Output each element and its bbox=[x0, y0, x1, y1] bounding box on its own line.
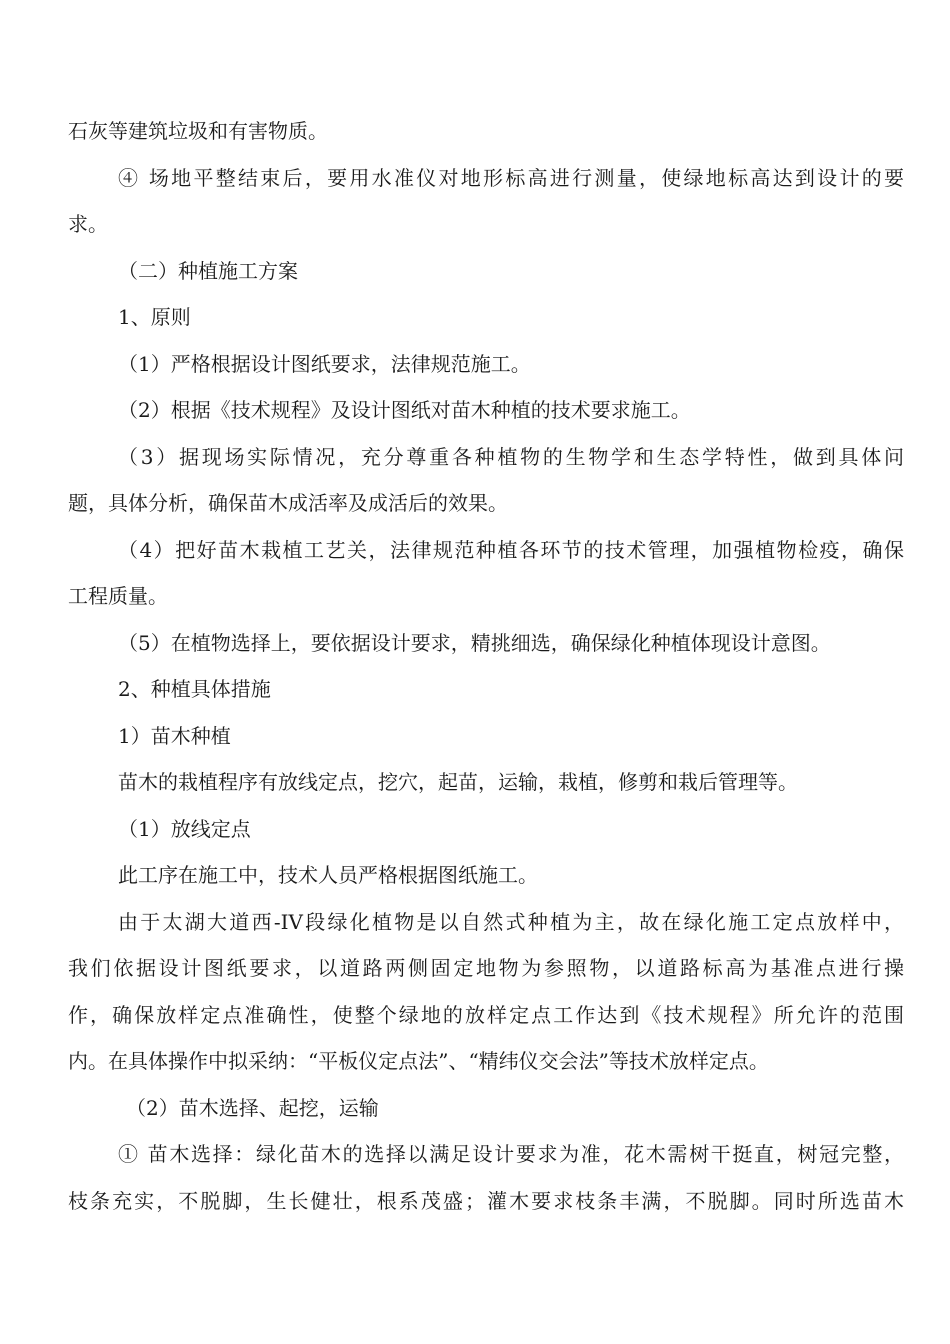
list-item: （1）严格根据设计图纸要求，法律规范施工。 bbox=[118, 351, 531, 376]
paragraph-line: 作，确保放样定点准确性，使整个绿地的放样定点工作达到《技术规程》所允许的范围 bbox=[68, 1002, 904, 1027]
paragraph-line: 题，具体分析，确保苗木成活率及成活后的效果。 bbox=[68, 491, 508, 515]
subsection-heading: 1、原则 bbox=[118, 305, 191, 329]
paragraph-line: 石灰等建筑垃圾和有害物质。 bbox=[68, 119, 328, 143]
subsection-heading: 1）苗木种植 bbox=[118, 723, 231, 748]
subsection-heading: 2、种植具体措施 bbox=[118, 677, 271, 701]
list-item: （4）把好苗木栽植工艺关，法律规范种植各环节的技术管理，加强植物检疫，确保 bbox=[118, 537, 904, 562]
paragraph-line: 由于太湖大道西-IV段绿化植物是以自然式种植为主，故在绿化施工定点放样中， bbox=[118, 909, 904, 934]
subsection-heading: （1）放线定点 bbox=[118, 816, 251, 841]
list-item: （3）据现场实际情况，充分尊重各种植物的生物学和生态学特性，做到具体问 bbox=[118, 444, 904, 469]
paragraph-line: 枝条充实，不脱脚，生长健壮，根系茂盛；灌木要求枝条丰满，不脱脚。同时所选苗木 bbox=[68, 1188, 904, 1213]
subsection-heading: （2）苗木选择、起挖，运输 bbox=[126, 1095, 379, 1120]
paragraph-line: ① 苗木选择：绿化苗木的选择以满足设计要求为准，花木需树干挺直，树冠完整， bbox=[118, 1142, 904, 1166]
paragraph-line: 工程质量。 bbox=[68, 584, 168, 608]
section-heading: （二）种植施工方案 bbox=[118, 258, 298, 283]
paragraph-line: 求。 bbox=[68, 212, 108, 236]
paragraph-line: 我们依据设计图纸要求，以道路两侧固定地物为参照物，以道路标高为基准点进行操 bbox=[68, 956, 904, 980]
paragraph-line: ④ 场地平整结束后，要用水准仪对地形标高进行测量，使绿地标高达到设计的要 bbox=[118, 165, 904, 190]
paragraph-line: 此工序在施工中，技术人员严格根据图纸施工。 bbox=[118, 863, 538, 887]
document-body bbox=[68, 108, 904, 1224]
paragraph-line: 内。在具体操作中拟采纳：“平板仪定点法”、“精纬仪交会法”等技术放样定点。 bbox=[68, 1049, 769, 1073]
list-item: （2）根据《技术规程》及设计图纸对苗木种植的技术要求施工。 bbox=[118, 398, 691, 422]
paragraph-line: 苗木的栽植程序有放线定点，挖穴，起苗，运输，栽植，修剪和栽后管理等。 bbox=[118, 770, 798, 794]
list-item: （5）在植物选择上，要依据设计要求，精挑细选，确保绿化种植体现设计意图。 bbox=[118, 630, 831, 655]
